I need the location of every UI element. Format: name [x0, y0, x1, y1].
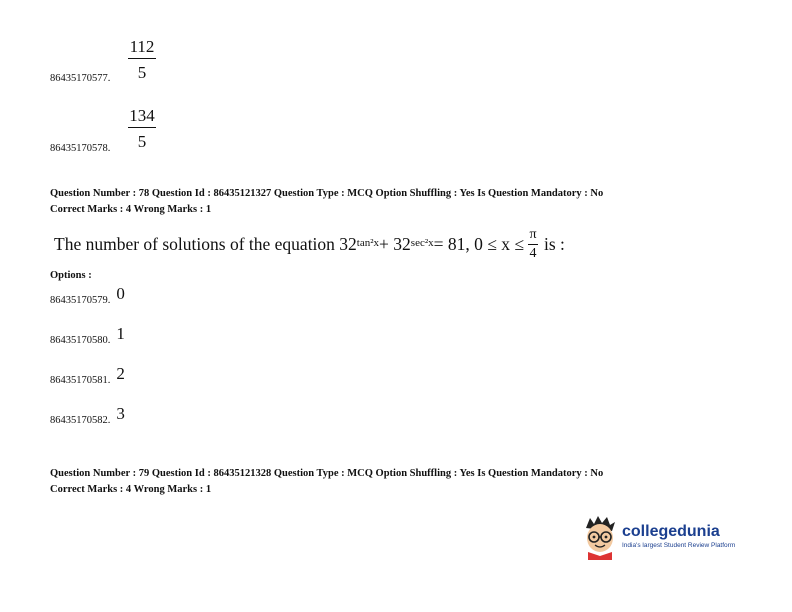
- question-meta: [50, 186, 603, 218]
- logo-text-block: [622, 523, 735, 551]
- equals-term: = 81, 0 ≤ x ≤: [433, 234, 524, 254]
- option-fraction: [128, 38, 156, 81]
- option-item: [50, 364, 125, 388]
- four-denominator: 4: [529, 246, 537, 261]
- question-meta-line1: Question Number : 78 Question Id : 86435121327 Question Type : MCQ Option Shuffling : Yes Is Question Mandatory : No: [50, 188, 604, 199]
- question-prefix: The number of solutions of the equation 32: [54, 234, 357, 254]
- option-value: 1: [116, 324, 125, 343]
- fraction-numerator: 134: [129, 106, 155, 125]
- option-id: 86435170577.: [50, 73, 111, 84]
- fraction-denominator: 5: [137, 132, 147, 151]
- option-id: 86435170582.: [50, 415, 111, 426]
- options-label: Options :: [50, 270, 92, 281]
- option-id: 86435170581.: [50, 375, 111, 386]
- question-meta-line2: Correct Marks : 4 Wrong Marks : 1: [50, 204, 212, 215]
- option-item: [50, 404, 125, 428]
- option-id: 86435170580.: [50, 335, 111, 346]
- question-suffix: is :: [543, 234, 565, 254]
- pi-over-four: [528, 228, 538, 261]
- mascot-icon: [582, 514, 618, 560]
- fraction-bar: [128, 58, 156, 59]
- fraction-bar: [528, 244, 538, 245]
- question-meta-line2: Correct Marks : 4 Wrong Marks : 1: [50, 484, 212, 495]
- option-item: [50, 284, 125, 308]
- pi-symbol: π: [529, 227, 537, 242]
- option-item: [50, 324, 125, 348]
- option-id: 86435170578.: [50, 143, 111, 154]
- exponent-tan: tan²x: [356, 236, 380, 249]
- collegedunia-logo: [582, 514, 735, 560]
- option-value: 0: [116, 284, 125, 303]
- fraction-numerator: 112: [129, 37, 155, 56]
- question-meta-line1: Question Number : 79 Question Id : 86435121328 Question Type : MCQ Option Shuffling : Yes Is Question Mandatory : No: [50, 468, 604, 479]
- plus-term: + 32: [379, 234, 411, 254]
- question-meta: [50, 466, 603, 498]
- option-fraction: [128, 107, 156, 150]
- option-item: [50, 68, 110, 86]
- option-id: 86435170579.: [50, 295, 111, 306]
- option-value: 3: [116, 404, 125, 423]
- fraction-denominator: 5: [137, 63, 147, 82]
- logo-tagline: India's largest Student Review Platform: [622, 542, 736, 549]
- fraction-bar: [128, 127, 156, 128]
- logo-name: collegedunia: [622, 523, 720, 540]
- option-value: 2: [116, 364, 125, 383]
- option-item: [50, 138, 110, 156]
- exponent-sec: sec²x: [410, 236, 434, 249]
- question-text: [54, 228, 565, 261]
